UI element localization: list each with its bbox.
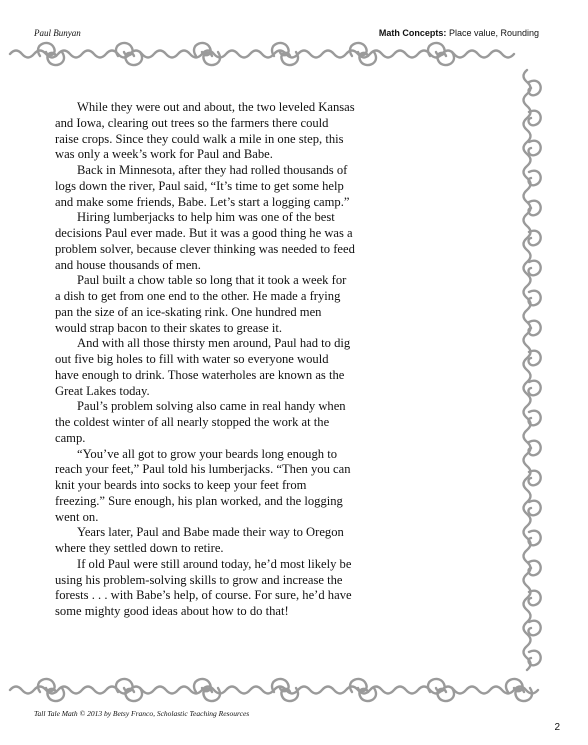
- swirl-segment: [281, 688, 298, 701]
- swirl-segment: [528, 651, 540, 666]
- swirl-segment: [359, 688, 376, 701]
- paragraph: Paul’s problem solving also came in real handy when the coldest winter of all nearly stopped the work at the camp.: [55, 399, 346, 445]
- footer-credit: Tall Tale Math © 2013 by Betsy Franco, Scholastic Teaching Resources: [34, 709, 250, 718]
- swirl-segment: [528, 171, 540, 186]
- paragraph: While they were out and about, the two leveled Kansas and Iowa, clearing out trees so the farmers there could raise crops. Since they could walk a mile in one step, this was only a week’s work for Paul and Babe.: [55, 100, 355, 162]
- swirl-segment: [528, 561, 540, 576]
- swirl-segment: [528, 501, 540, 516]
- story-text: [55, 100, 355, 620]
- concepts-label: Math Concepts:: [378, 28, 447, 38]
- paragraph: Years later, Paul and Babe made their way to Oregon where they settled down to retire.: [55, 525, 344, 555]
- swirl-segment: [125, 52, 142, 65]
- swirl-segment: [528, 141, 540, 156]
- paragraph: “You’ve all got to grow your beards long enough to reach your feet,” Paul told his lumberjacks. “Then you can knit your beards into socks to keep your feet from freezing.” Sure enough, his plan worked, and the logging went on.: [55, 446, 351, 524]
- paragraph: Hiring lumberjacks to help him was one of the best decisions Paul ever made. But it was a good thing he was a problem solver, because clever thinking was needed to feed and house thousands of men.: [55, 210, 355, 272]
- paragraph: Back in Minnesota, after they had rolled thousands of logs down the river, Paul said, “It’s time to get some help and make some friends, Babe. Let’s start a logging camp.”: [55, 163, 350, 209]
- swirl-segment: [47, 52, 64, 65]
- swirl-segment: [528, 81, 540, 96]
- page-header-title: Paul Bunyan: [34, 28, 81, 38]
- swirl-segment: [528, 381, 540, 396]
- swirl-segment: [125, 688, 142, 701]
- paragraph: Paul built a chow table so long that it took a week for a dish to get from one end to the other. He made a frying pan the size of an ice-skating rink. One hundred men would strap bacon to their skates to grease it.: [55, 273, 347, 335]
- swirl-segment: [515, 688, 532, 701]
- swirl-segment: [528, 621, 540, 636]
- swirl-segment: [203, 688, 220, 701]
- paragraph: If old Paul were still around today, he’d most likely be using his problem-solving skills to grow and increase the forests . . . with Babe’s help, of course. For sure, he’d have some mighty good ideas about how to do that!: [55, 556, 352, 618]
- concepts-value: Place value, Rounding: [448, 28, 539, 38]
- swirl-segment: [524, 70, 531, 670]
- swirl-segment: [528, 291, 540, 306]
- page-number: 2: [554, 722, 560, 733]
- swirl-segment: [528, 411, 540, 426]
- paragraph: And with all those thirsty men around, Paul had to dig out five big holes to fill with water so everyone would have enough to drink. Those waterholes are known as the Great Lakes today.: [55, 336, 351, 398]
- swirl-segment: [528, 441, 540, 456]
- swirl-segment: [47, 688, 64, 701]
- swirl-segment: [528, 321, 540, 336]
- swirl-segment: [437, 688, 454, 701]
- swirl-segment: [528, 201, 540, 216]
- swirl-segment: [281, 52, 298, 65]
- swirl-segment: [528, 531, 540, 546]
- swirl-segment: [437, 52, 454, 65]
- swirl-segment: [203, 52, 220, 65]
- swirl-segment: [528, 261, 540, 276]
- swirl-segment: [359, 52, 376, 65]
